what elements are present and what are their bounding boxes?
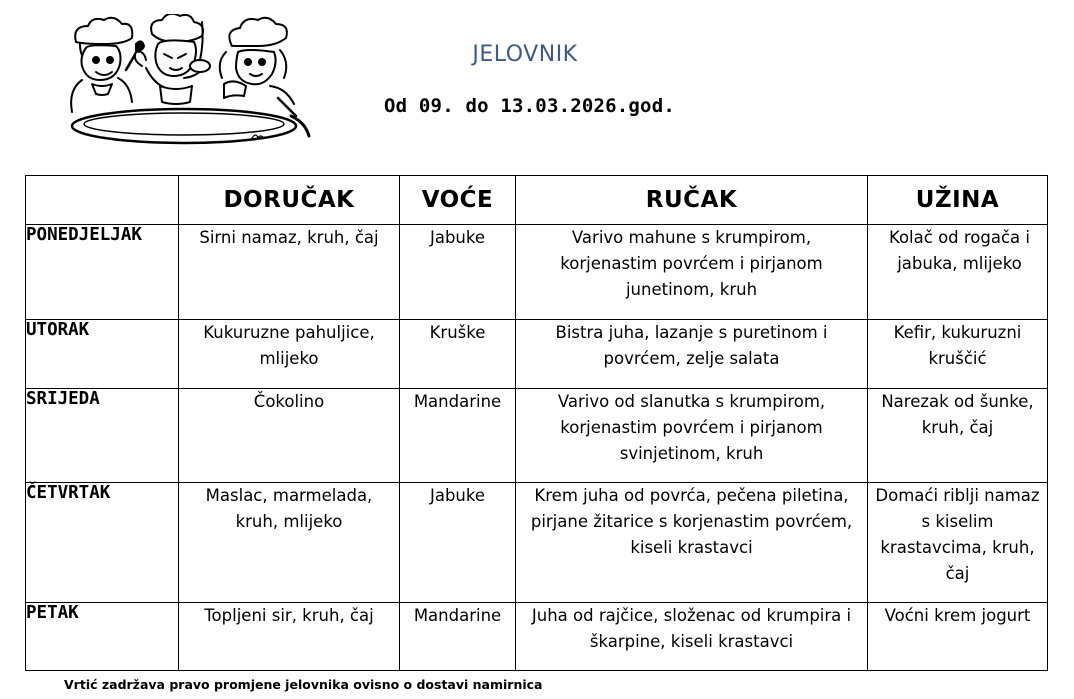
cell-uzina: Narezak od šunke, kruh, čaj <box>868 389 1048 483</box>
cell-uzina: Kolač od rogača i jabuka, mlijeko <box>868 225 1048 320</box>
table-row <box>26 483 1048 603</box>
cell-rucak: Varivo mahune s krumpirom, korjenastim povrćem i pirjanom junetinom, kruh <box>516 225 868 320</box>
cell-dorucak: Sirni namaz, kruh, čaj <box>179 225 400 320</box>
cell-voce: Jabuke <box>400 483 516 603</box>
cell-voce: Jabuke <box>400 225 516 320</box>
header-corner <box>26 176 179 225</box>
cell-dorucak: Kukuruzne pahuljice, mlijeko <box>179 320 400 389</box>
day-label: ČETVRTAK <box>26 483 179 603</box>
cell-uzina: Domaći riblji namaz s kiselim krastavcima, kruh, čaj <box>868 483 1048 603</box>
cell-rucak: Bistra juha, lazanje s puretinom i povrćem, zelje salata <box>516 320 868 389</box>
cell-rucak: Varivo od slanutka s krumpirom, korjenastim povrćem i pirjanom svinjetinom, kruh <box>516 389 868 483</box>
cell-voce: Mandarine <box>400 603 516 671</box>
cell-uzina: Voćni krem jogurt <box>868 603 1048 671</box>
day-label: PONEDJELJAK <box>26 225 179 320</box>
table-row <box>26 389 1048 483</box>
day-label: UTORAK <box>26 320 179 389</box>
column-header-dorucak: DORUČAK <box>179 176 400 225</box>
column-header-voce: VOĆE <box>400 176 516 225</box>
chefs-with-pan-illustration <box>66 14 324 146</box>
cell-voce: Kruške <box>400 320 516 389</box>
page-title: JELOVNIK <box>472 42 578 67</box>
cell-rucak: Juha od rajčice, složenac od krumpira i škarpine, kiseli krastavci <box>516 603 868 671</box>
menu-table <box>25 175 1048 671</box>
date-range: Od 09. do 13.03.2026.god. <box>384 95 675 117</box>
cell-uzina: Kefir, kukuruzni kruščić <box>868 320 1048 389</box>
cell-dorucak: Maslac, marmelada, kruh, mlijeko <box>179 483 400 603</box>
cell-voce: Mandarine <box>400 389 516 483</box>
cell-dorucak: Čokolino <box>179 389 400 483</box>
table-header-row <box>26 176 1048 225</box>
table-row <box>26 225 1048 320</box>
cell-dorucak: Topljeni sir, kruh, čaj <box>179 603 400 671</box>
column-header-rucak: RUČAK <box>516 176 868 225</box>
column-header-uzina: UŽINA <box>868 176 1048 225</box>
cell-rucak: Krem juha od povrća, pečena piletina, pirjane žitarice s korjenastim povrćem, kiseli krastavci <box>516 483 868 603</box>
table-row <box>26 320 1048 389</box>
footnote: Vrtić zadržava pravo promjene jelovnika ovisno o dostavi namirnica <box>64 677 543 692</box>
day-label: PETAK <box>26 603 179 671</box>
day-label: SRIJEDA <box>26 389 179 483</box>
table-row <box>26 603 1048 671</box>
